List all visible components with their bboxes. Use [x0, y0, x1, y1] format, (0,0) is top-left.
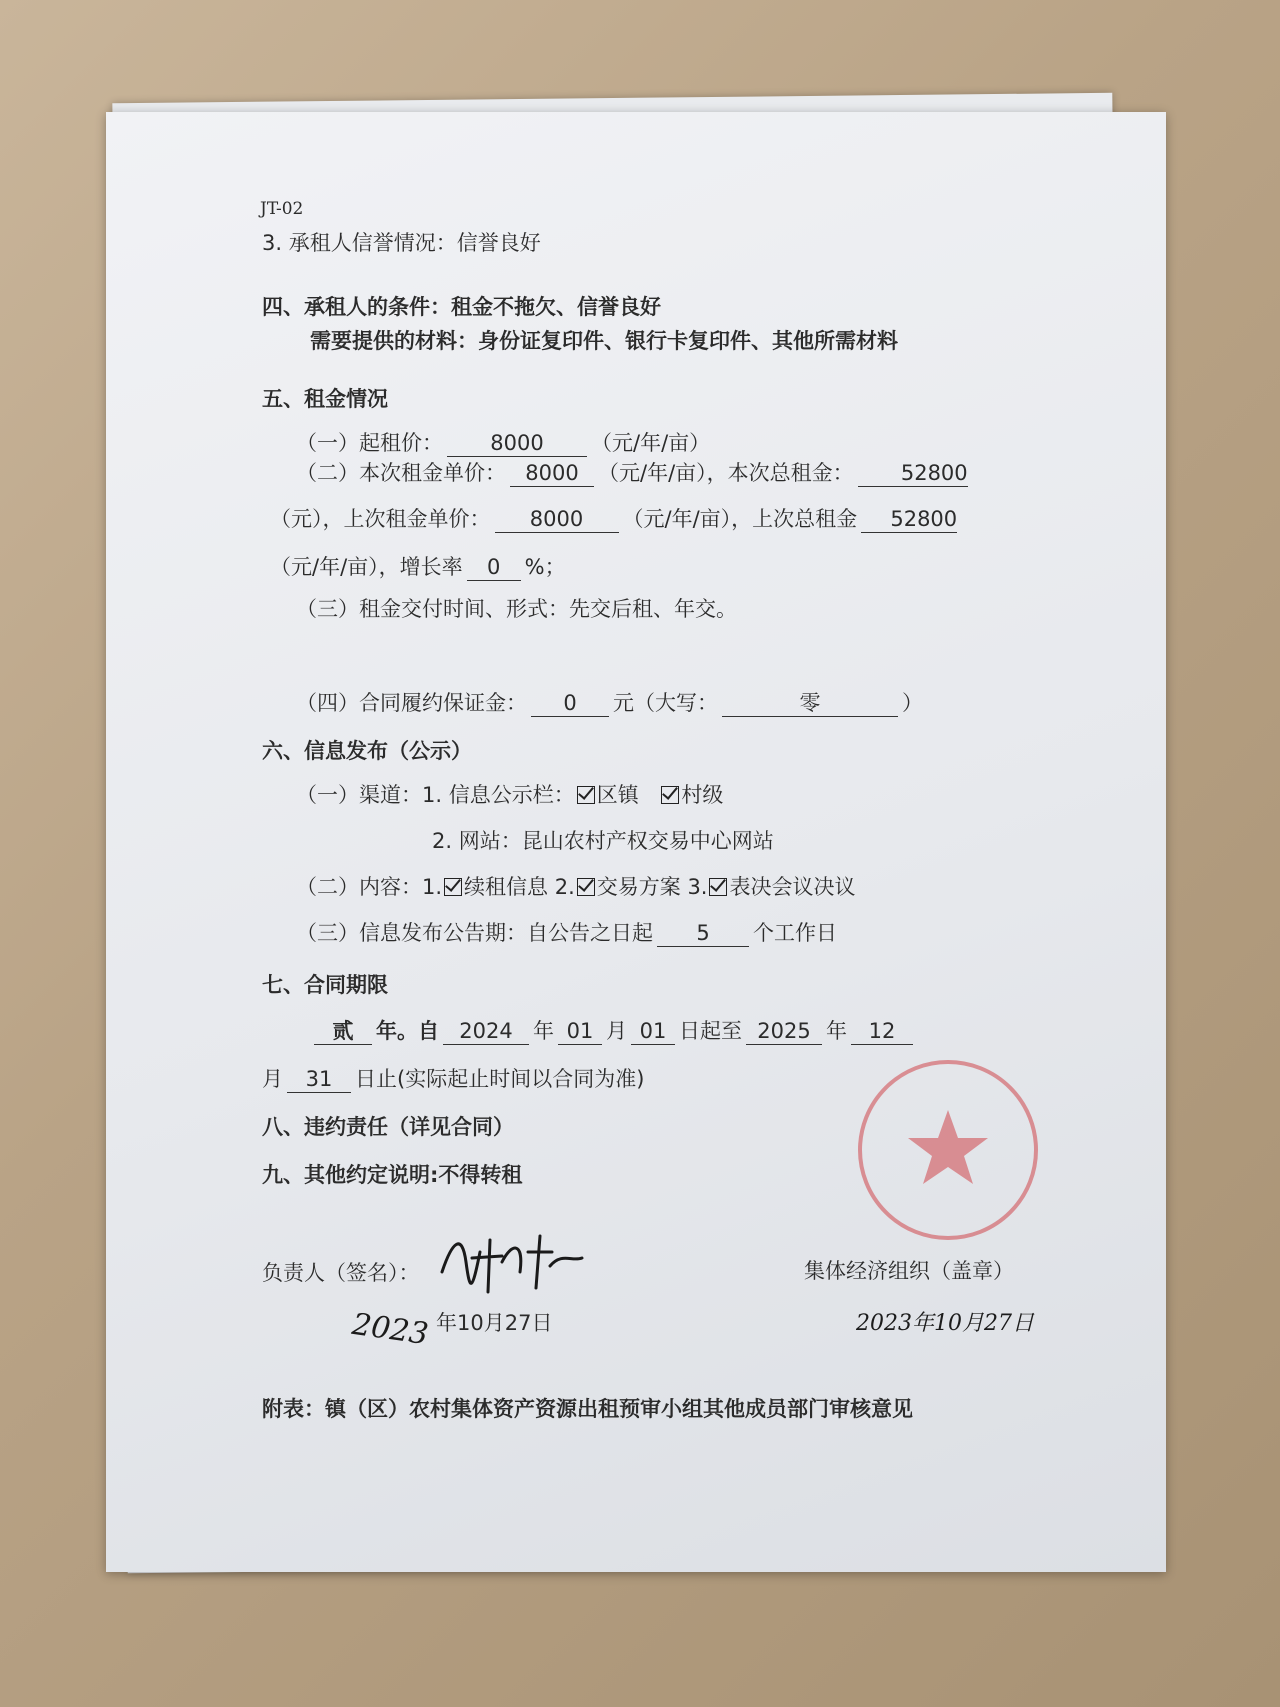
term-years: 贰	[314, 1018, 372, 1045]
starting-rent-line	[296, 428, 710, 458]
growth-rate-label: （元/年/亩），增长率	[270, 555, 463, 579]
content-resolution: 表决会议决议	[729, 875, 856, 899]
notice-period-line	[296, 918, 837, 948]
notice-period-unit: 个工作日	[753, 921, 837, 945]
start-month-unit: 月	[606, 1019, 627, 1043]
start-year: 2024	[443, 1018, 529, 1045]
appendix-note: 附表：镇（区）农村集体资产资源出租预审小组其他成员部门审核意见	[262, 1397, 913, 1421]
org-seal-date: 2023年10月27日	[856, 1311, 1034, 1336]
org-seal-label: 集体经济组织（盖章）	[804, 1259, 1014, 1283]
end-month-unit: 月	[262, 1067, 283, 1091]
required-materials: 需要提供的材料：身份证复印件、银行卡复印件、其他所需材料	[310, 329, 898, 353]
starting-rent-value: 8000	[447, 430, 587, 457]
previous-rent-label: （元），上次租金单价：	[270, 507, 491, 531]
term-from-label: 年。自	[376, 1019, 439, 1043]
end-month: 12	[851, 1018, 913, 1045]
starting-rent-unit: （元/年/亩）	[591, 431, 711, 455]
document-code: JT-02	[260, 199, 304, 219]
checkbox-icon	[709, 878, 727, 896]
section-5-heading: 五、租金情况	[262, 387, 388, 411]
checkbox-icon	[661, 786, 679, 804]
start-day: 01	[631, 1018, 675, 1045]
deposit-value: 0	[531, 690, 609, 717]
lessee-credit-item: 3. 承租人信誉情况：信誉良好	[262, 231, 541, 255]
option-district: 区镇	[596, 783, 639, 807]
section-4-heading: 四、承租人的条件：租金不拖欠、信誉良好	[262, 295, 661, 319]
section-9-heading: 九、其他约定说明:不得转租	[262, 1163, 523, 1187]
start-year-unit: 年	[533, 1019, 554, 1043]
current-rent-label: （二）本次租金单价：	[296, 461, 506, 485]
notice-period-label: （三）信息发布公告期：自公告之日起	[296, 921, 653, 945]
leader-date-year-handwritten: 2023	[349, 1306, 431, 1353]
term-to-label: 日起至	[679, 1019, 742, 1043]
current-total-label: （元/年/亩），本次总租金：	[598, 461, 854, 485]
deposit-upper-value: 零	[722, 690, 898, 717]
checkbox-icon	[577, 786, 595, 804]
term-line-1	[310, 1016, 917, 1046]
option-village: 村级	[681, 783, 724, 807]
website-line: 2. 网站：昆山农村产权交易中心网站	[432, 829, 774, 853]
channel-label: （一）渠道：1. 信息公示栏：	[296, 783, 575, 807]
growth-rate-unit: %；	[524, 555, 566, 579]
deposit-close: ）	[902, 691, 923, 715]
content-renewal: 续租信息 2.	[464, 875, 575, 899]
starting-rent-label: （一）起租价：	[296, 431, 443, 455]
term-note: 日止(实际起止时间以合同为准)	[355, 1067, 645, 1091]
current-total-value: 52800	[858, 460, 968, 487]
payment-terms: （三）租金交付时间、形式：先交后租、年交。	[296, 597, 737, 621]
notice-period-value: 5	[657, 920, 749, 947]
current-rent-value: 8000	[510, 460, 594, 487]
deposit-upper-label: 元（大写：	[613, 691, 718, 715]
checkbox-icon	[577, 878, 595, 896]
content-line	[296, 872, 855, 902]
previous-total-label: （元/年/亩），上次总租金	[622, 507, 858, 531]
checkbox-icon	[444, 878, 462, 896]
section-8-heading: 八、违约责任（详见合同）	[262, 1115, 514, 1139]
section-6-heading: 六、信息发布（公示）	[262, 739, 472, 763]
content-plan: 交易方案 3.	[596, 875, 708, 899]
handwritten-signature-icon	[432, 1222, 592, 1302]
previous-total-value: 52800	[861, 506, 957, 533]
term-line-2	[262, 1064, 644, 1094]
deposit-label: （四）合同履约保证金：	[296, 691, 527, 715]
growth-rate-line	[270, 552, 566, 582]
previous-rent-line	[270, 504, 961, 534]
current-rent-line	[296, 458, 972, 488]
section-7-heading: 七、合同期限	[262, 973, 388, 997]
start-month: 01	[558, 1018, 602, 1045]
end-year: 2025	[746, 1018, 822, 1045]
content-label: （二）内容：1.	[296, 875, 443, 899]
leader-signature-date: 年10月27日	[436, 1311, 553, 1335]
seal-star-icon	[862, 1064, 1034, 1236]
channel-line	[296, 780, 723, 810]
end-day: 31	[287, 1066, 351, 1093]
deposit-line	[296, 688, 923, 718]
leader-signature-label: 负责人（签名）：	[262, 1261, 420, 1285]
official-seal	[858, 1060, 1038, 1240]
previous-rent-value: 8000	[495, 506, 619, 533]
end-year-unit: 年	[826, 1019, 847, 1043]
growth-rate-value: 0	[467, 554, 521, 581]
